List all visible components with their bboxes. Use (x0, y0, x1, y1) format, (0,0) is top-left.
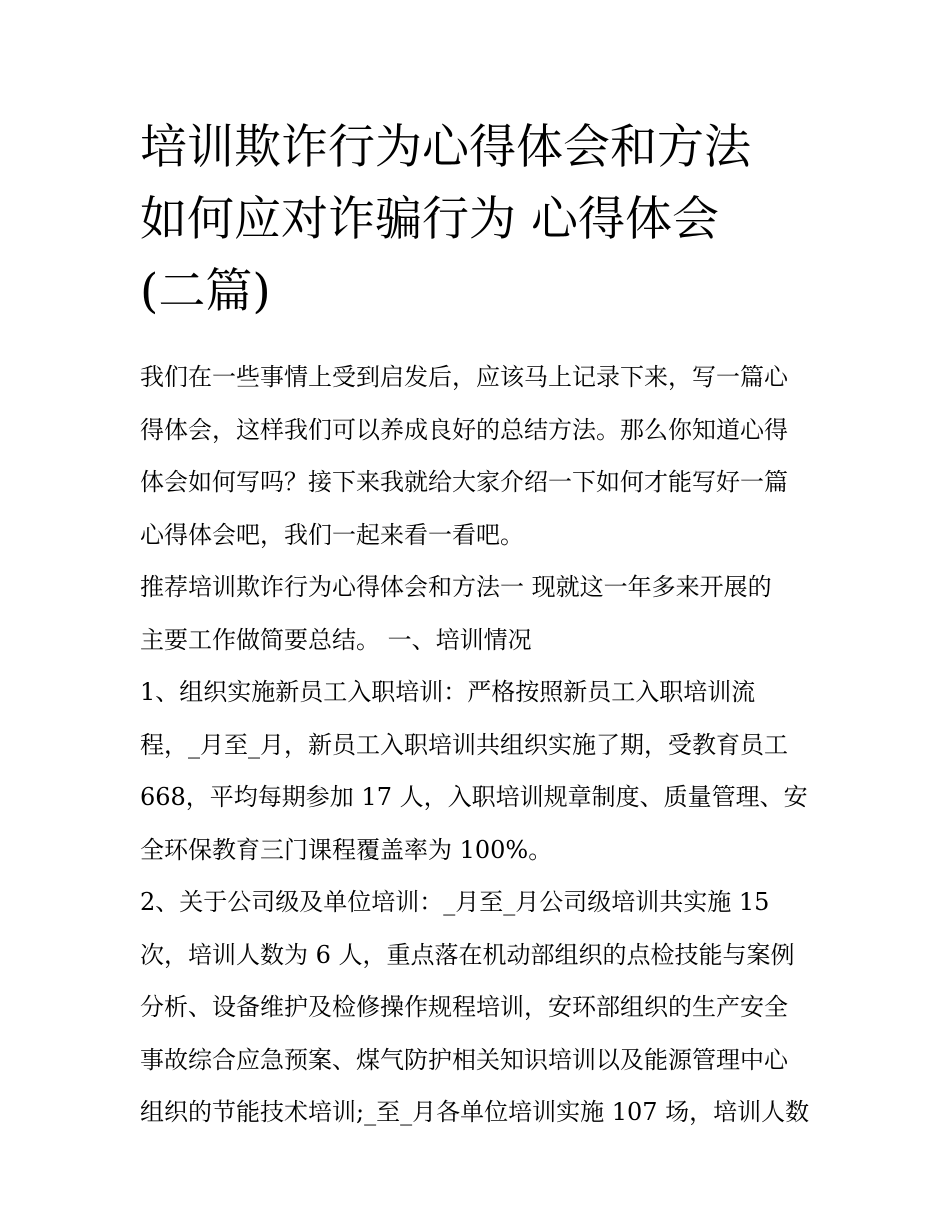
body-line: 推荐培训欺诈行为心得体会和方法一 现就这一年多来开展的 (140, 573, 772, 601)
body-line: 2、关于公司级及单位培训：_月至_月公司级培训共实施 15 (140, 888, 770, 916)
body-line: 我们在一些事情上受到启发后，应该马上记录下来，写一篇心 (140, 363, 788, 391)
body-line: 1、组织实施新员工入职培训：严格按照新员工入职培训流 (140, 678, 756, 706)
body-line: 组织的节能技术培训;_至_月各单位培训实施 107 场，培训人数 (140, 1098, 810, 1126)
title-line: 培训欺诈行为心得体会和方法 (140, 120, 751, 175)
document-body (140, 351, 820, 1139)
title-line: 如何应对诈骗行为 心得体会 (140, 192, 719, 247)
body-line: 分析、设备维护及检修操作规程培训，安环部组织的生产安全 (140, 993, 788, 1021)
body-line: 事故综合应急预案、煤气防护相关知识培训以及能源管理中心 (140, 1045, 788, 1074)
body-line: 体会如何写吗？接下来我就给大家介绍一下如何才能写好一篇 (140, 468, 788, 496)
body-line: 全环保教育三门课程覆盖率为 100%。 (140, 835, 553, 864)
body-line: 668，平均每期参加 17 人，入职培训规章制度、质量管理、安 (140, 783, 808, 811)
body-line: 次，培训人数为 6 人，重点落在机动部组织的点检技能与案例 (140, 940, 795, 969)
body-line: 心得体会吧，我们一起来看一看吧。 (140, 520, 524, 549)
body-line: 得体会，这样我们可以养成良好的总结方法。那么你知道心得 (140, 415, 788, 444)
body-line: 程，_月至_月，新员工入职培训共组织实施了期，受教育员工 (140, 730, 788, 759)
body-line: 主要工作做简要总结。 一、培训情况 (140, 625, 532, 654)
document-title (140, 112, 840, 328)
title-line: (二篇) (140, 264, 271, 319)
